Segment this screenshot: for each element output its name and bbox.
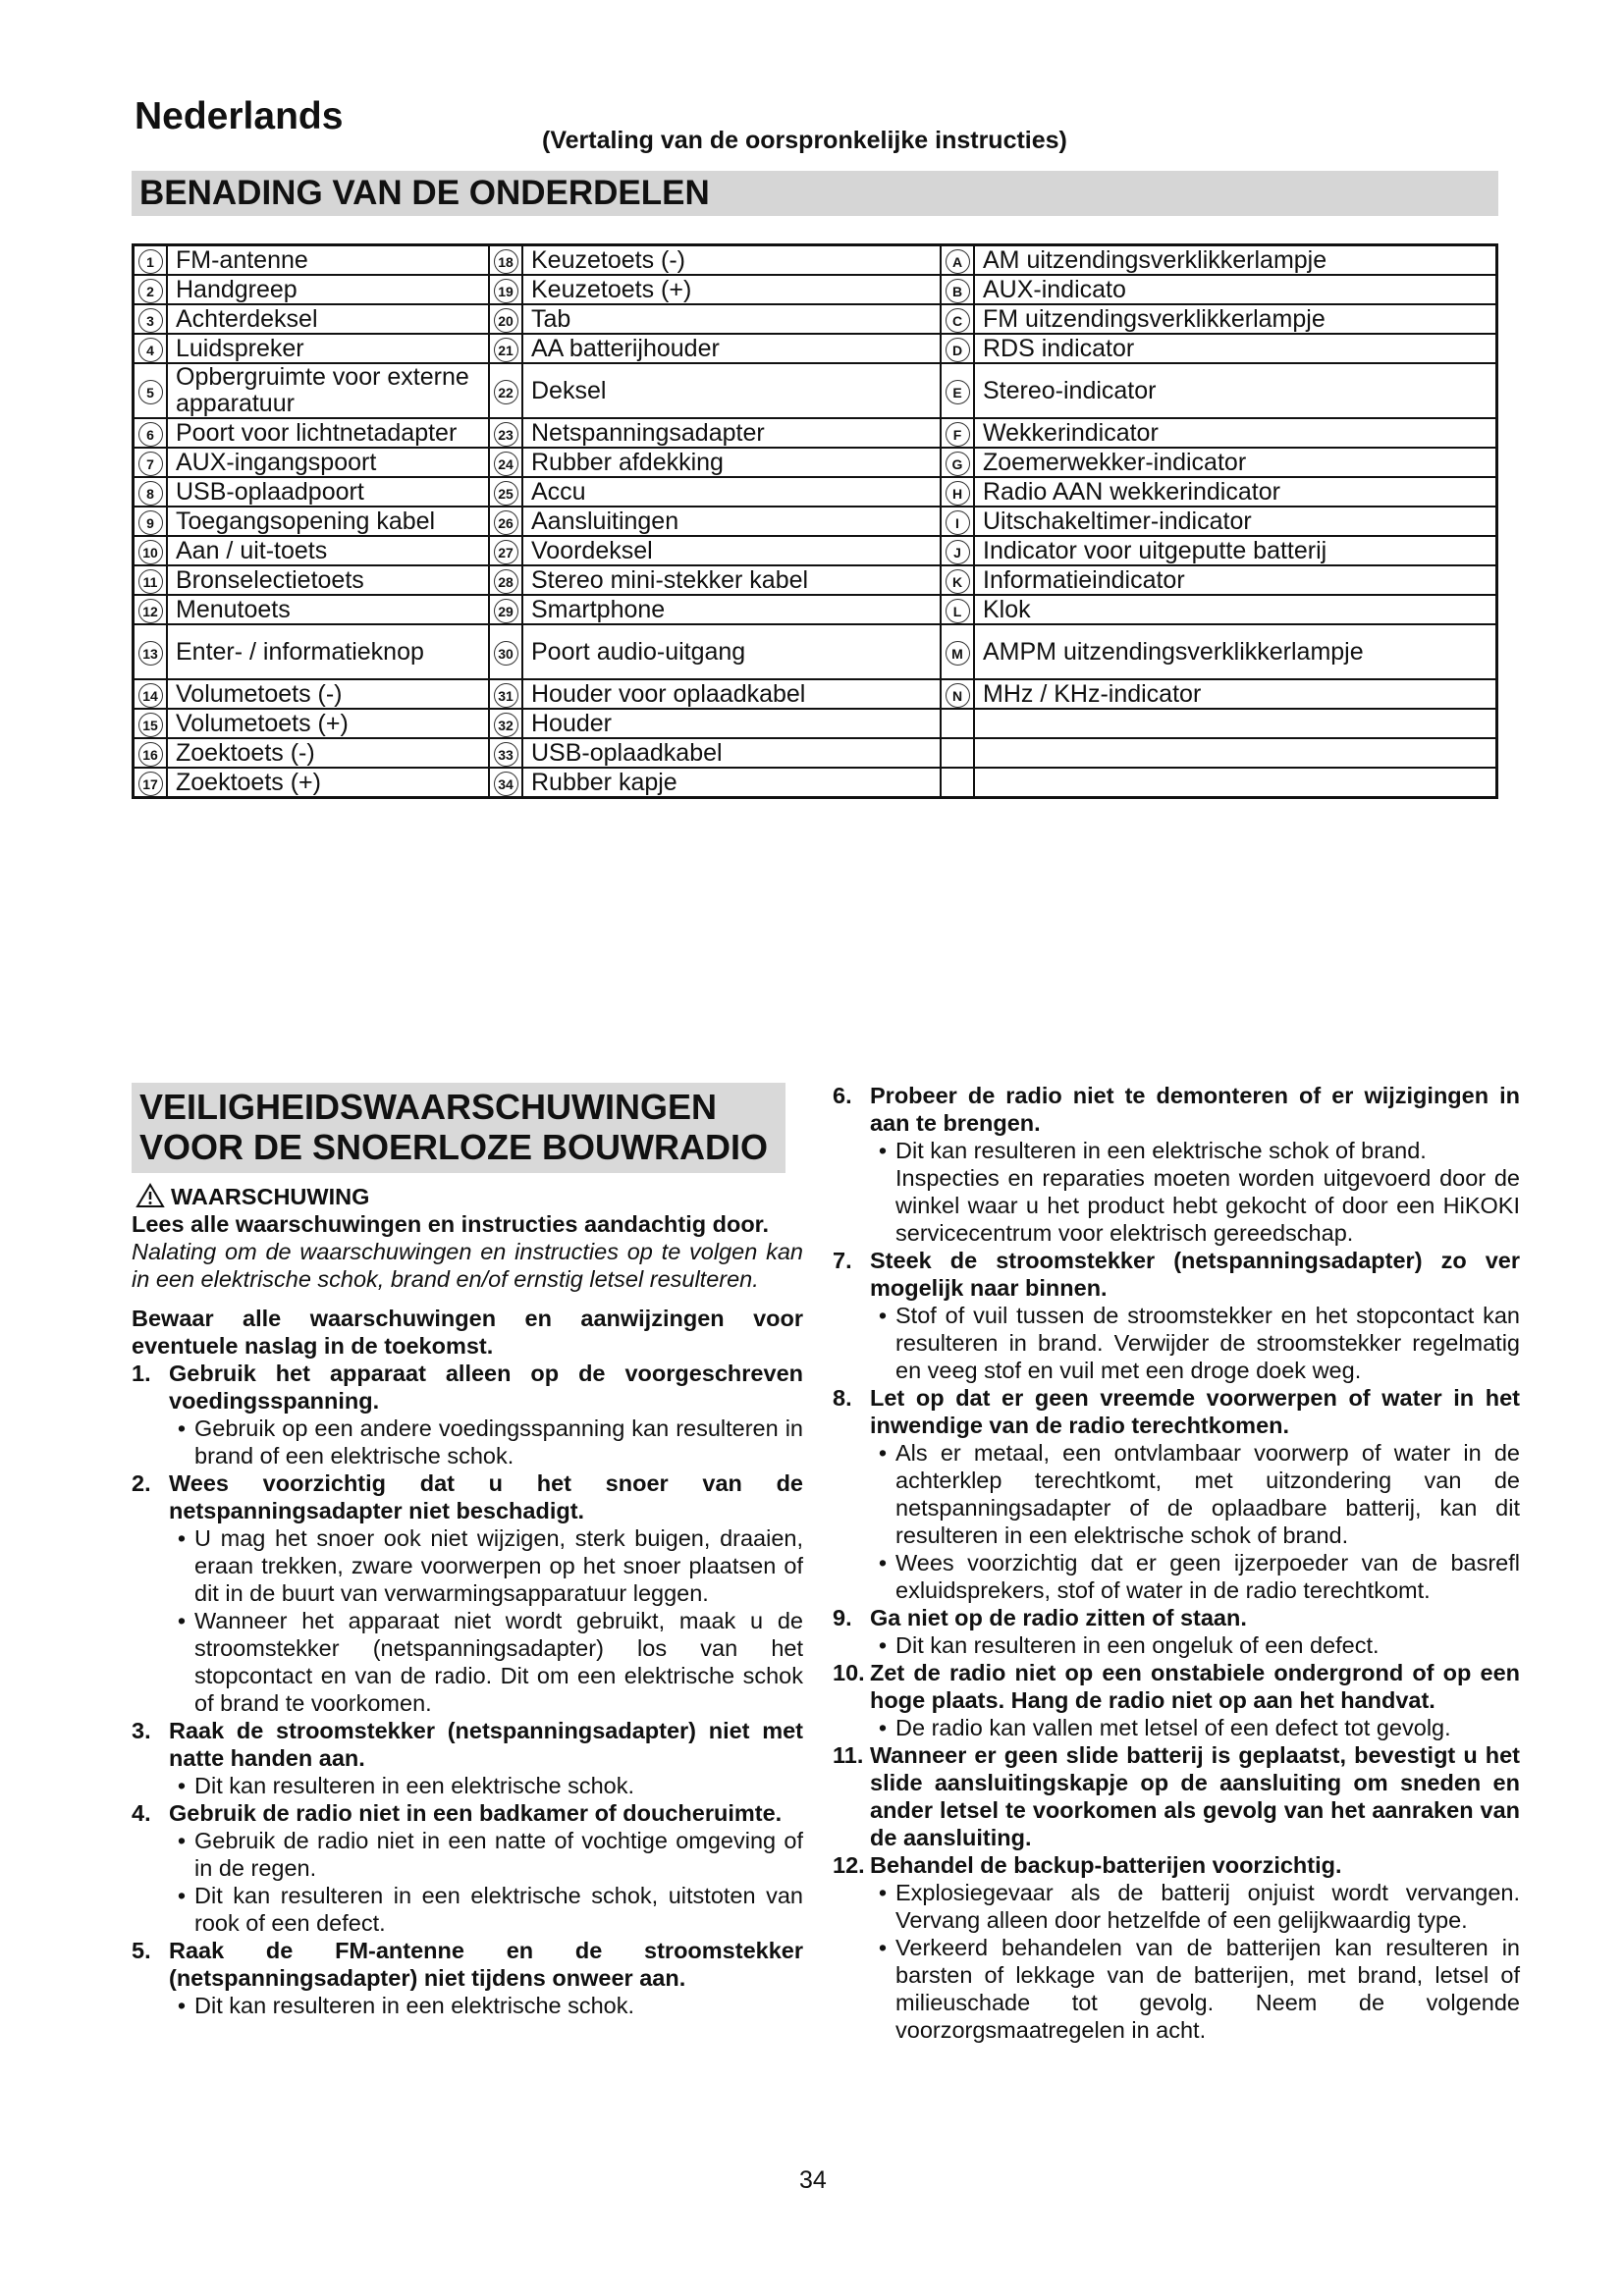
bullet-text: Gebruik op een andere voedingsspanning kan resulteren in brand of een elektrische schok.	[194, 1415, 803, 1468]
bullet-text: Dit kan resulteren in een elektrische schok, uitstoten van rook of een defect.	[194, 1883, 803, 1936]
parts-row	[134, 565, 1497, 595]
part-number-cell	[134, 304, 168, 334]
part-name: AMPM uitzendingsverklikkerlampje	[974, 624, 1497, 679]
bullet-dot-icon: •	[177, 1883, 187, 1908]
bullet-text: Wanneer het apparaat niet wordt gebruikt, maak u de stroomstekker (netspanningsadapter) los van het stopcontact en van de radio. Dit om een elektrische schok of brand te voorkomen.	[194, 1608, 803, 1716]
part-number: M	[946, 641, 970, 666]
bullet	[833, 1714, 1520, 1741]
item-number: 9.	[833, 1605, 852, 1630]
part-number: 12	[138, 599, 163, 623]
part-name: Volumetoets (-)	[167, 679, 489, 709]
bullet-dot-icon: •	[177, 1828, 187, 1853]
item-title: Raak de stroomstekker (netspanningsadapter) niet met natte handen aan.	[169, 1718, 803, 1771]
part-number-cell	[489, 679, 522, 709]
parts-row	[134, 679, 1497, 709]
part-number: 19	[494, 279, 518, 303]
item-title: Wanneer er geen slide batterij is geplaatst, bevestigt u het slide aansluitingskapje op de aansluiting om sneden en ander letsel te voorkomen als gevolg van het aanraken van de aansluiting.	[870, 1742, 1520, 1850]
part-name: Radio AAN wekkerindicator	[974, 477, 1497, 507]
warning-label	[132, 1183, 803, 1210]
bullet	[833, 1934, 1520, 2044]
bullet-text: Verkeerd behandelen van de batterijen kan resulteren in barsten of lekkage van de batterijen, met brand, letsel of milieuschade tot gevolg. Neem de volgende voorzorgsmaatregelen in acht.	[895, 1935, 1520, 2043]
part-number: 11	[138, 569, 163, 594]
bullet-dot-icon: •	[878, 1880, 888, 1905]
part-number-cell	[489, 448, 522, 477]
part-number: 29	[494, 599, 518, 623]
part-name: Tab	[522, 304, 941, 334]
part-name: Zoektoets (-)	[167, 738, 489, 768]
part-name: Rubber afdekking	[522, 448, 941, 477]
bullet-dot-icon: •	[878, 1138, 888, 1163]
bullet-dot-icon: •	[878, 1303, 888, 1328]
item-title: Let op dat er geen vreemde voorwerpen of water in het inwendige van de radio terechtkomen.	[870, 1385, 1520, 1438]
bullet	[833, 1439, 1520, 1549]
warning-bold: Lees alle waarschuwingen en instructies aandachtig door.	[132, 1211, 770, 1237]
part-name: Houder	[522, 709, 941, 738]
part-number: 26	[494, 510, 518, 535]
safety-item-10	[833, 1659, 1520, 1714]
part-number-cell	[489, 418, 522, 448]
bullet-text: U mag het snoer ook niet wijzigen, sterk buigen, draaien, eraan trekken, zware voorwerpen op het snoer plaatsen of dit in de buurt van verwarmingsapparatuur leggen.	[194, 1525, 803, 1606]
bullet	[833, 1879, 1520, 1934]
item-number: 6.	[833, 1083, 852, 1108]
bullet-dot-icon: •	[878, 1632, 888, 1658]
part-number-cell	[941, 709, 974, 738]
part-number: 7	[138, 452, 163, 476]
part-number-cell	[489, 275, 522, 304]
bullet-dot-icon: •	[177, 1993, 187, 2018]
part-name: Zoektoets (+)	[167, 768, 489, 798]
part-number: 21	[494, 338, 518, 362]
part-number-cell	[941, 245, 974, 276]
part-name: Aansluitingen	[522, 507, 941, 536]
part-name: USB-oplaadpoort	[167, 477, 489, 507]
safety-item-3	[132, 1717, 803, 1772]
part-number: 31	[494, 683, 518, 708]
bullet-text: De radio kan vallen met letsel of een defect tot gevolg.	[895, 1715, 1451, 1740]
parts-row	[134, 448, 1497, 477]
part-name: Klok	[974, 595, 1497, 624]
item-number: 1.	[132, 1361, 151, 1386]
keep-note: Bewaar alle waarschuwingen en aanwijzingen voor eventuele naslag in de toekomst.	[132, 1306, 803, 1359]
part-name: Poort audio-uitgang	[522, 624, 941, 679]
part-number-cell	[941, 448, 974, 477]
item-number: 10.	[833, 1660, 865, 1685]
part-name: Enter- / informatieknop	[167, 624, 489, 679]
part-name: Keuzetoets (+)	[522, 275, 941, 304]
part-number-cell	[941, 418, 974, 448]
parts-row	[134, 595, 1497, 624]
part-name: Achterdeksel	[167, 304, 489, 334]
part-number: 23	[494, 422, 518, 447]
parts-row	[134, 304, 1497, 334]
part-number: 34	[494, 772, 518, 796]
part-number: 8	[138, 481, 163, 506]
parts-row	[134, 738, 1497, 768]
bullet-text: Dit kan resulteren in een elektrische schok.	[194, 1773, 635, 1798]
part-name: RDS indicator	[974, 334, 1497, 363]
section-banner: BENADING VAN DE ONDERDELEN	[132, 171, 1498, 216]
item-title: Ga niet op de radio zitten of staan.	[870, 1605, 1247, 1630]
safety-item-2	[132, 1469, 803, 1524]
part-number-cell	[134, 536, 168, 565]
part-name: AM uitzendingsverklikkerlampje	[974, 245, 1497, 276]
part-number: D	[946, 338, 970, 362]
part-number-cell	[489, 245, 522, 276]
part-number: E	[946, 380, 970, 404]
parts-row	[134, 709, 1497, 738]
part-name: FM-antenne	[167, 245, 489, 276]
part-number-cell	[941, 624, 974, 679]
item-title: Gebruik het apparaat alleen op de voorgeschreven voedingsspanning.	[169, 1361, 803, 1414]
part-number-cell	[489, 363, 522, 418]
warning-label-text: WAARSCHUWING	[171, 1184, 370, 1209]
part-number-cell	[941, 363, 974, 418]
item-number: 3.	[132, 1718, 151, 1743]
part-number-cell	[134, 507, 168, 536]
part-number: G	[946, 452, 970, 476]
safety-item-12	[833, 1851, 1520, 1879]
safety-item-8	[833, 1384, 1520, 1439]
part-number-cell	[134, 768, 168, 798]
part-number: 30	[494, 641, 518, 666]
part-name: Accu	[522, 477, 941, 507]
part-number: 16	[138, 742, 163, 767]
part-number-cell	[489, 304, 522, 334]
part-number-cell	[941, 768, 974, 798]
part-number-cell	[489, 738, 522, 768]
bullet-dot-icon: •	[878, 1440, 888, 1466]
part-number: 33	[494, 742, 518, 767]
part-number-cell	[941, 507, 974, 536]
item-number: 4.	[132, 1800, 151, 1826]
part-number: 18	[494, 249, 518, 274]
continuation-text: Inspecties en reparaties moeten worden uitgevoerd door de winkel waar u het product hebt gekocht of door een HiKOKI servicecentrum voor elektrisch gereedschap.	[895, 1165, 1520, 1246]
part-number-cell	[134, 363, 168, 418]
bullet	[132, 1827, 803, 1882]
part-number-cell	[941, 477, 974, 507]
bullet-text: Dit kan resulteren in een elektrische schok.	[194, 1993, 635, 2018]
part-number: H	[946, 481, 970, 506]
part-number-cell	[941, 738, 974, 768]
part-number: 10	[138, 540, 163, 564]
part-name: Smartphone	[522, 595, 941, 624]
part-name: Houder voor oplaadkabel	[522, 679, 941, 709]
part-number-cell	[489, 624, 522, 679]
part-name	[974, 709, 1497, 738]
part-number-cell	[134, 595, 168, 624]
bullet	[833, 1302, 1520, 1384]
part-number: 28	[494, 569, 518, 594]
item-title: Zet de radio niet op een onstabiele ondergrond of op een hoge plaats. Hang de radio niet op aan het handvat.	[870, 1660, 1520, 1713]
part-name: Volumetoets (+)	[167, 709, 489, 738]
safety-item-11	[833, 1741, 1520, 1851]
part-number-cell	[489, 565, 522, 595]
part-number: 3	[138, 308, 163, 333]
part-number-cell	[134, 275, 168, 304]
part-number: 1	[138, 249, 163, 274]
bullet-text: Wees voorzichtig dat er geen ijzerpoeder van de basrefl exluidsprekers, stof of water in de radio terechtkomt.	[895, 1550, 1520, 1603]
bullet-dot-icon: •	[177, 1608, 187, 1633]
part-name: Poort voor lichtnetadapter	[167, 418, 489, 448]
part-name: Keuzetoets (-)	[522, 245, 941, 276]
warning-triangle-icon	[135, 1183, 165, 1208]
bullet-text: Gebruik de radio niet in een natte of vochtige omgeving of in de regen.	[194, 1828, 803, 1881]
part-number-cell	[489, 507, 522, 536]
part-number: I	[946, 510, 970, 535]
bullet-dot-icon: •	[878, 1550, 888, 1575]
part-number: N	[946, 683, 970, 708]
bullet	[833, 1137, 1520, 1164]
safety-item-9	[833, 1604, 1520, 1631]
part-number: C	[946, 308, 970, 333]
page-number: 34	[799, 2166, 827, 2194]
part-name: Netspanningsadapter	[522, 418, 941, 448]
part-number-cell	[941, 275, 974, 304]
bullet	[833, 1549, 1520, 1604]
bullet	[833, 1631, 1520, 1659]
part-name: MHz / KHz-indicator	[974, 679, 1497, 709]
part-number: 14	[138, 683, 163, 708]
part-number: 2	[138, 279, 163, 303]
part-number: 20	[494, 308, 518, 333]
part-number-cell	[941, 565, 974, 595]
part-number: 6	[138, 422, 163, 447]
item-number: 12.	[833, 1852, 865, 1878]
parts-row	[134, 275, 1497, 304]
part-number-cell	[134, 565, 168, 595]
bullet-dot-icon: •	[177, 1415, 187, 1441]
item-title: Steek de stroomstekker (netspanningsadapter) zo ver mogelijk naar binnen.	[870, 1248, 1520, 1301]
safety-heading-line1: VEILIGHEIDSWAARSCHUWINGEN	[139, 1087, 718, 1127]
part-number-cell	[489, 334, 522, 363]
safety-item-7	[833, 1247, 1520, 1302]
parts-table	[132, 243, 1498, 799]
part-number-cell	[489, 595, 522, 624]
part-name: Uitschakeltimer-indicator	[974, 507, 1497, 536]
part-number-cell	[134, 709, 168, 738]
part-name: Zoemerwekker-indicator	[974, 448, 1497, 477]
warning-italic: Nalating om de waarschuwingen en instructies op te volgen kan in een elektrische schok, brand en/of ernstig letsel resulteren.	[132, 1239, 803, 1292]
part-number: 22	[494, 380, 518, 404]
parts-row	[134, 418, 1497, 448]
part-number: F	[946, 422, 970, 447]
parts-row	[134, 624, 1497, 679]
part-number-cell	[489, 477, 522, 507]
part-name: Stereo mini-stekker kabel	[522, 565, 941, 595]
part-name: AA batterijhouder	[522, 334, 941, 363]
part-name: FM uitzendingsverklikkerlampje	[974, 304, 1497, 334]
item-title: Probeer de radio niet te demonteren of er wijzigingen in aan te brengen.	[870, 1083, 1520, 1136]
bullet	[132, 1882, 803, 1937]
part-number-cell	[489, 536, 522, 565]
part-number: B	[946, 279, 970, 303]
bullet	[132, 1415, 803, 1469]
parts-row	[134, 363, 1497, 418]
part-number-cell	[134, 448, 168, 477]
part-number-cell	[489, 709, 522, 738]
language-heading: Nederlands	[135, 95, 344, 137]
part-name: Deksel	[522, 363, 941, 418]
left-column	[132, 1083, 803, 2019]
bullet	[132, 1772, 803, 1799]
part-name	[974, 738, 1497, 768]
bullet-text: Dit kan resulteren in een ongeluk of een defect.	[895, 1632, 1380, 1658]
part-name: Voordeksel	[522, 536, 941, 565]
parts-row	[134, 245, 1497, 276]
part-name: Informatieindicator	[974, 565, 1497, 595]
part-name: Menutoets	[167, 595, 489, 624]
item-number: 5.	[132, 1938, 151, 1963]
right-column	[833, 1082, 1520, 2044]
part-number-cell	[134, 334, 168, 363]
part-number-cell	[134, 624, 168, 679]
part-number-cell	[941, 536, 974, 565]
part-name: Toegangsopening kabel	[167, 507, 489, 536]
part-number: A	[946, 249, 970, 274]
bullet-dot-icon: •	[878, 1935, 888, 1960]
part-number: 32	[494, 713, 518, 737]
part-number: 5	[138, 380, 163, 404]
item-title: Behandel de backup-batterijen voorzichtig.	[870, 1852, 1342, 1878]
bullet	[132, 1607, 803, 1717]
part-number: 4	[138, 338, 163, 362]
bullet-text: Stof of vuil tussen de stroomstekker en het stopcontact kan resulteren in brand. Verwijder de stroomstekker regelmatig en veeg stof en vuil met een droge doek weg.	[895, 1303, 1520, 1383]
part-name: Handgreep	[167, 275, 489, 304]
item-title: Raak de FM-antenne en de stroomstekker (netspanningsadapter) niet tijdens onweer aan.	[169, 1938, 803, 1991]
part-number: K	[946, 569, 970, 594]
part-number-cell	[941, 679, 974, 709]
part-number-cell	[134, 245, 168, 276]
bullet-dot-icon: •	[878, 1715, 888, 1740]
safety-item-5	[132, 1937, 803, 1992]
bullet-text: Als er metaal, een ontvlambaar voorwerp of water in de achterklep terechtkomt, met uitzondering van de netspanningsadapter of de oplaadbare batterij, kan dit resulteren in een elektrische schok of brand.	[895, 1440, 1520, 1548]
bullet-text: Explosiegevaar als de batterij onjuist wordt vervangen. Vervang alleen door hetzelfde of een gelijkwaardig type.	[895, 1880, 1520, 1933]
part-number: L	[946, 599, 970, 623]
safety-item-4	[132, 1799, 803, 1827]
bullet-text: Dit kan resulteren in een elektrische schok of brand.	[895, 1138, 1427, 1163]
item-title: Wees voorzichtig dat u het snoer van de netspanningsadapter niet beschadigt.	[169, 1470, 803, 1523]
safety-item-1	[132, 1360, 803, 1415]
part-number: 15	[138, 713, 163, 737]
bullet-dot-icon: •	[177, 1525, 187, 1551]
bullet	[132, 1992, 803, 2019]
part-name: Opbergruimte voor externe apparatuur	[167, 363, 489, 418]
part-name: Indicator voor uitgeputte batterij	[974, 536, 1497, 565]
parts-row	[134, 507, 1497, 536]
part-number: 17	[138, 772, 163, 796]
part-name: Bronselectietoets	[167, 565, 489, 595]
part-name: Wekkerindicator	[974, 418, 1497, 448]
part-number: 27	[494, 540, 518, 564]
part-name: AUX-indicato	[974, 275, 1497, 304]
part-name: AUX-ingangspoort	[167, 448, 489, 477]
parts-row	[134, 334, 1497, 363]
bullet	[132, 1524, 803, 1607]
part-number: J	[946, 540, 970, 564]
parts-row	[134, 477, 1497, 507]
safety-heading-line2: VOOR DE SNOERLOZE BOUWRADIO	[139, 1127, 769, 1167]
safety-item-6	[833, 1082, 1520, 1137]
item-number: 7.	[833, 1248, 852, 1273]
part-number-cell	[941, 334, 974, 363]
part-number-cell	[489, 768, 522, 798]
part-number-cell	[134, 477, 168, 507]
item-title: Gebruik de radio niet in een badkamer of doucheruimte.	[169, 1800, 783, 1826]
part-number: 25	[494, 481, 518, 506]
parts-row	[134, 768, 1497, 798]
safety-heading	[132, 1083, 785, 1173]
parts-row	[134, 536, 1497, 565]
part-number-cell	[941, 595, 974, 624]
part-number: 9	[138, 510, 163, 535]
subtitle: (Vertaling van de oorspronkelijke instructies)	[542, 127, 1067, 154]
part-number-cell	[134, 418, 168, 448]
part-name: Aan / uit-toets	[167, 536, 489, 565]
part-number-cell	[941, 304, 974, 334]
part-number-cell	[134, 738, 168, 768]
part-number-cell	[134, 679, 168, 709]
part-number: 24	[494, 452, 518, 476]
part-name	[974, 768, 1497, 798]
item-number: 11.	[833, 1742, 864, 1768]
part-name: Rubber kapje	[522, 768, 941, 798]
bullet-dot-icon: •	[177, 1773, 187, 1798]
part-name: USB-oplaadkabel	[522, 738, 941, 768]
part-name: Luidspreker	[167, 334, 489, 363]
item-number: 8.	[833, 1385, 852, 1411]
part-name: Stereo-indicator	[974, 363, 1497, 418]
part-number: 13	[138, 641, 163, 666]
item-number: 2.	[132, 1470, 151, 1496]
